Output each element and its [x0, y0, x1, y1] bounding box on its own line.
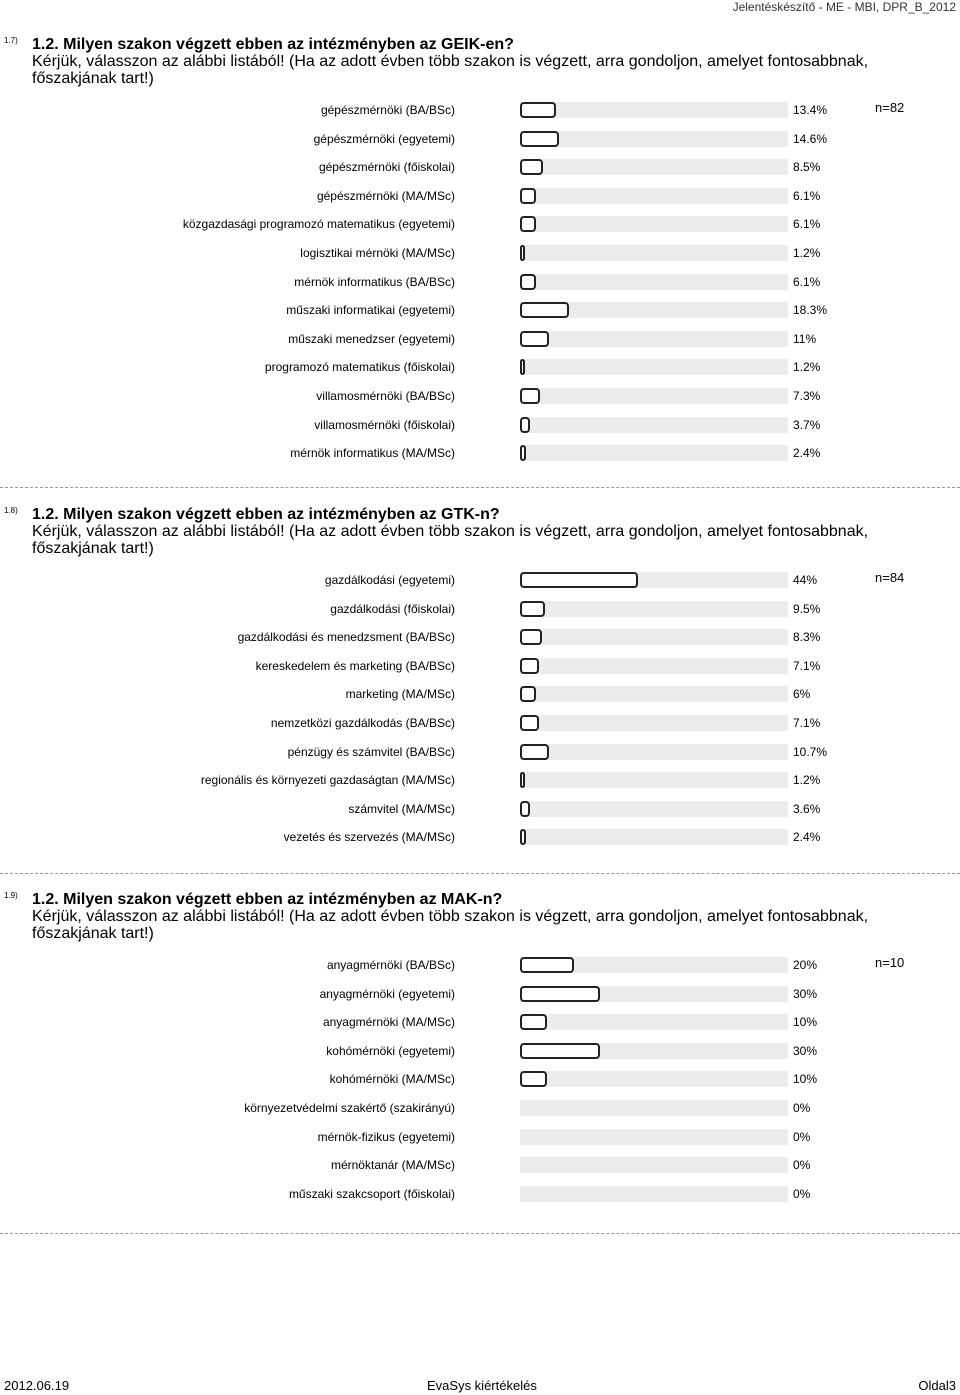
chart-row: [0, 243, 900, 263]
sample-size: n=10: [875, 955, 905, 970]
bar-track: [520, 1186, 788, 1202]
percent-label: 9.5%: [793, 601, 821, 616]
bar: [520, 188, 536, 204]
bar-track: [520, 388, 788, 404]
bar: [520, 131, 559, 147]
category-label: vezetés és szervezés (MA/MSc): [283, 830, 455, 845]
bar: [520, 658, 539, 674]
category-label: villamosmérnöki (főiskolai): [314, 417, 455, 432]
percent-label: 18.3%: [793, 303, 828, 318]
category-label: programozó matematikus (főiskolai): [264, 360, 455, 375]
percent-label: 8.3%: [793, 630, 821, 645]
chart-row: [0, 713, 900, 733]
report-header: Jelentéskészítő - ME - MBI, DPR_B_2012: [732, 0, 956, 14]
category-label: anyagmérnöki (MA/MSc): [322, 1015, 455, 1030]
bar-track: [520, 801, 788, 817]
bar-track: [520, 772, 788, 788]
bar-track: [520, 744, 788, 760]
question-title: [32, 506, 932, 557]
percent-label: 10%: [793, 1015, 818, 1030]
bar-track: [520, 131, 788, 147]
category-label: nemzetközi gazdálkodás (BA/BSc): [270, 716, 455, 730]
bar-track: [520, 102, 788, 118]
footer-page: Oldal3: [918, 1378, 956, 1393]
bar-track: [520, 359, 788, 375]
bar-track: [520, 417, 788, 433]
bar-track: [520, 331, 788, 347]
percent-label: 6.1%: [793, 188, 821, 203]
question-number: 1.7): [4, 36, 18, 45]
percent-label: 20%: [793, 958, 818, 972]
bar-track: [520, 658, 788, 674]
question-text: 1.2. Milyen szakon végzett ebben az intézményben az MAK-n?: [32, 891, 503, 908]
percent-label: 30%: [793, 986, 818, 1001]
category-label: mérnök informatikus (BA/BSc): [294, 274, 455, 289]
footer-date: 2012.06.19: [4, 1378, 70, 1393]
category-label: gazdálkodási és menedzsment (BA/BSc): [237, 630, 455, 645]
bar-track: [520, 572, 788, 588]
bar: [520, 388, 540, 404]
category-label: gépészmérnöki (BA/BSc): [320, 103, 455, 117]
bar: [520, 715, 539, 731]
chart-row: [0, 599, 900, 619]
bar-track: [520, 1157, 788, 1173]
percent-label: 7.3%: [793, 389, 821, 403]
bar-track: [520, 957, 788, 973]
chart-row: [0, 799, 900, 819]
bar-track: [520, 216, 788, 232]
category-label: gépészmérnöki (egyetemi): [313, 131, 455, 146]
bar-track: [520, 829, 788, 845]
percent-label: 10%: [793, 1072, 818, 1087]
category-label: műszaki informatikai (egyetemi): [286, 303, 455, 318]
category-label: anyagmérnöki (BA/BSc): [326, 958, 455, 972]
percent-label: 7.1%: [793, 716, 821, 730]
question-text: 1.2. Milyen szakon végzett ebben az intézményben az GTK-n?: [32, 506, 500, 523]
bar: [520, 601, 545, 617]
chart-row: [0, 984, 900, 1004]
question-title: [32, 891, 932, 942]
chart-row: [0, 1184, 900, 1204]
bar-track: [520, 274, 788, 290]
chart-row: [0, 186, 900, 206]
section-divider: [0, 873, 960, 874]
percent-label: 8.5%: [793, 160, 821, 175]
bar-track: [520, 601, 788, 617]
bar: [520, 102, 556, 118]
percent-label: 1.2%: [793, 773, 821, 788]
chart-row: [0, 770, 900, 790]
category-label: pénzügy és számvitel (BA/BSc): [287, 744, 455, 759]
bar: [520, 159, 543, 175]
bar-track: [520, 159, 788, 175]
question-text: 1.2. Milyen szakon végzett ebben az intézményben az GEIK-en?: [32, 36, 514, 53]
percent-label: 7.1%: [793, 658, 821, 673]
bar: [520, 302, 569, 318]
category-label: műszaki szakcsoport (főiskolai): [288, 1186, 455, 1201]
percent-label: 11%: [793, 331, 817, 346]
bar: [520, 216, 536, 232]
chart-row: [0, 100, 900, 120]
percent-label: 6.1%: [793, 217, 821, 232]
bar: [520, 986, 600, 1002]
percent-label: 30%: [793, 1043, 818, 1058]
chart-row: [0, 827, 900, 847]
chart-row: [0, 214, 900, 234]
percent-label: 0%: [793, 1101, 811, 1115]
chart-row: [0, 627, 900, 647]
category-label: mérnöktanár (MA/MSc): [330, 1158, 455, 1173]
category-label: logisztikai mérnöki (MA/MSc): [300, 246, 455, 260]
chart-row: [0, 1098, 900, 1118]
bar: [520, 572, 638, 588]
bar-track: [520, 1100, 788, 1116]
bar: [520, 274, 536, 290]
chart-row: [0, 570, 900, 590]
bar-track: [520, 1071, 788, 1087]
chart-row: [0, 1155, 900, 1175]
chart-row: [0, 1069, 900, 1089]
chart-row: [0, 329, 900, 349]
category-label: villamosmérnöki (BA/BSc): [316, 389, 455, 403]
category-label: mérnök informatikus (MA/MSc): [290, 446, 455, 461]
bar-track: [520, 986, 788, 1002]
chart-row: [0, 955, 900, 975]
bar: [520, 445, 526, 461]
chart-row: [0, 1012, 900, 1032]
percent-label: 2.4%: [793, 446, 821, 461]
bar: [520, 245, 525, 261]
bar: [520, 686, 536, 702]
category-label: környezetvédelmi szakértő (szakirányú): [244, 1101, 455, 1115]
percent-label: 0%: [793, 1158, 811, 1173]
category-label: regionális és környezeti gazdaságtan (MA/MSc): [200, 773, 455, 788]
chart-row: [0, 157, 900, 177]
bar-track: [520, 1129, 788, 1145]
percent-label: 0%: [793, 1129, 811, 1144]
bar: [520, 629, 542, 645]
sample-size: n=82: [875, 100, 905, 115]
bar: [520, 772, 525, 788]
percent-label: 6.1%: [793, 274, 821, 289]
bar: [520, 801, 530, 817]
bar-track: [520, 629, 788, 645]
footer-center: EvaSys kiértékelés: [427, 1378, 537, 1393]
chart-row: [0, 656, 900, 676]
question-title: [32, 36, 932, 87]
category-label: közgazdasági programozó matematikus (egyetemi): [182, 217, 455, 232]
percent-label: 13.4%: [793, 103, 828, 117]
category-label: gazdálkodási (főiskolai): [330, 601, 455, 616]
bar-track: [520, 188, 788, 204]
chart-row: [0, 357, 900, 377]
question-instruction: Kérjük, válasszon az alábbi listából! (Ha az adott évben több szakon is végzett, arra gondoljon, amelyet fontosabbnak, főszakjának tart!): [32, 53, 869, 87]
bar: [520, 957, 574, 973]
bar: [520, 359, 525, 375]
percent-label: 3.6%: [793, 801, 821, 816]
category-label: kereskedelem és marketing (BA/BSc): [255, 658, 455, 673]
bar-track: [520, 686, 788, 702]
chart-row: [0, 1041, 900, 1061]
bar-track: [520, 245, 788, 261]
bar-track: [520, 302, 788, 318]
chart-row: [0, 684, 900, 704]
category-label: mérnök-fizikus (egyetemi): [317, 1129, 455, 1144]
chart-row: [0, 129, 900, 149]
question-number: 1.8): [4, 506, 18, 515]
chart-row: [0, 443, 900, 463]
question-number: 1.9): [4, 891, 18, 900]
category-label: marketing (MA/MSc): [345, 687, 455, 702]
percent-label: 2.4%: [793, 830, 821, 845]
bar: [520, 1014, 547, 1030]
percent-label: 44%: [793, 573, 818, 587]
chart-row: [0, 1127, 900, 1147]
question-instruction: Kérjük, válasszon az alábbi listából! (Ha az adott évben több szakon is végzett, arra gondoljon, amelyet fontosabbnak, főszakjának tart!): [32, 908, 869, 942]
category-label: kohómérnöki (MA/MSc): [329, 1072, 455, 1087]
bar-track: [520, 715, 788, 731]
bar: [520, 1071, 547, 1087]
bar-track: [520, 445, 788, 461]
bar-track: [520, 1014, 788, 1030]
category-label: műszaki menedzser (egyetemi): [288, 331, 455, 346]
chart-row: [0, 742, 900, 762]
sample-size: n=84: [875, 570, 905, 585]
percent-label: 6%: [793, 687, 811, 702]
bar-track: [520, 1043, 788, 1059]
category-label: gazdálkodási (egyetemi): [324, 573, 455, 587]
bar: [520, 744, 549, 760]
percent-label: 3.7%: [793, 417, 821, 432]
percent-label: 10.7%: [793, 744, 828, 759]
chart-row: [0, 415, 900, 435]
category-label: gépészmérnöki (főiskolai): [318, 160, 455, 175]
chart-row: [0, 272, 900, 292]
category-label: kohómérnöki (egyetemi): [326, 1043, 455, 1058]
section-divider: [0, 487, 960, 488]
percent-label: 0%: [793, 1186, 811, 1201]
bar: [520, 417, 530, 433]
section-divider: [0, 1233, 960, 1234]
category-label: gépészmérnöki (MA/MSc): [316, 188, 455, 203]
chart-row: [0, 300, 900, 320]
question-instruction: Kérjük, válasszon az alábbi listából! (Ha az adott évben több szakon is végzett, arra gondoljon, amelyet fontosabbnak, főszakjának tart!): [32, 523, 869, 557]
percent-label: 14.6%: [793, 131, 828, 146]
category-label: anyagmérnöki (egyetemi): [319, 986, 455, 1001]
chart-row: [0, 386, 900, 406]
category-label: számvitel (MA/MSc): [348, 801, 455, 816]
percent-label: 1.2%: [793, 246, 821, 260]
bar: [520, 331, 549, 347]
bar: [520, 1043, 600, 1059]
bar: [520, 829, 526, 845]
percent-label: 1.2%: [793, 360, 821, 375]
